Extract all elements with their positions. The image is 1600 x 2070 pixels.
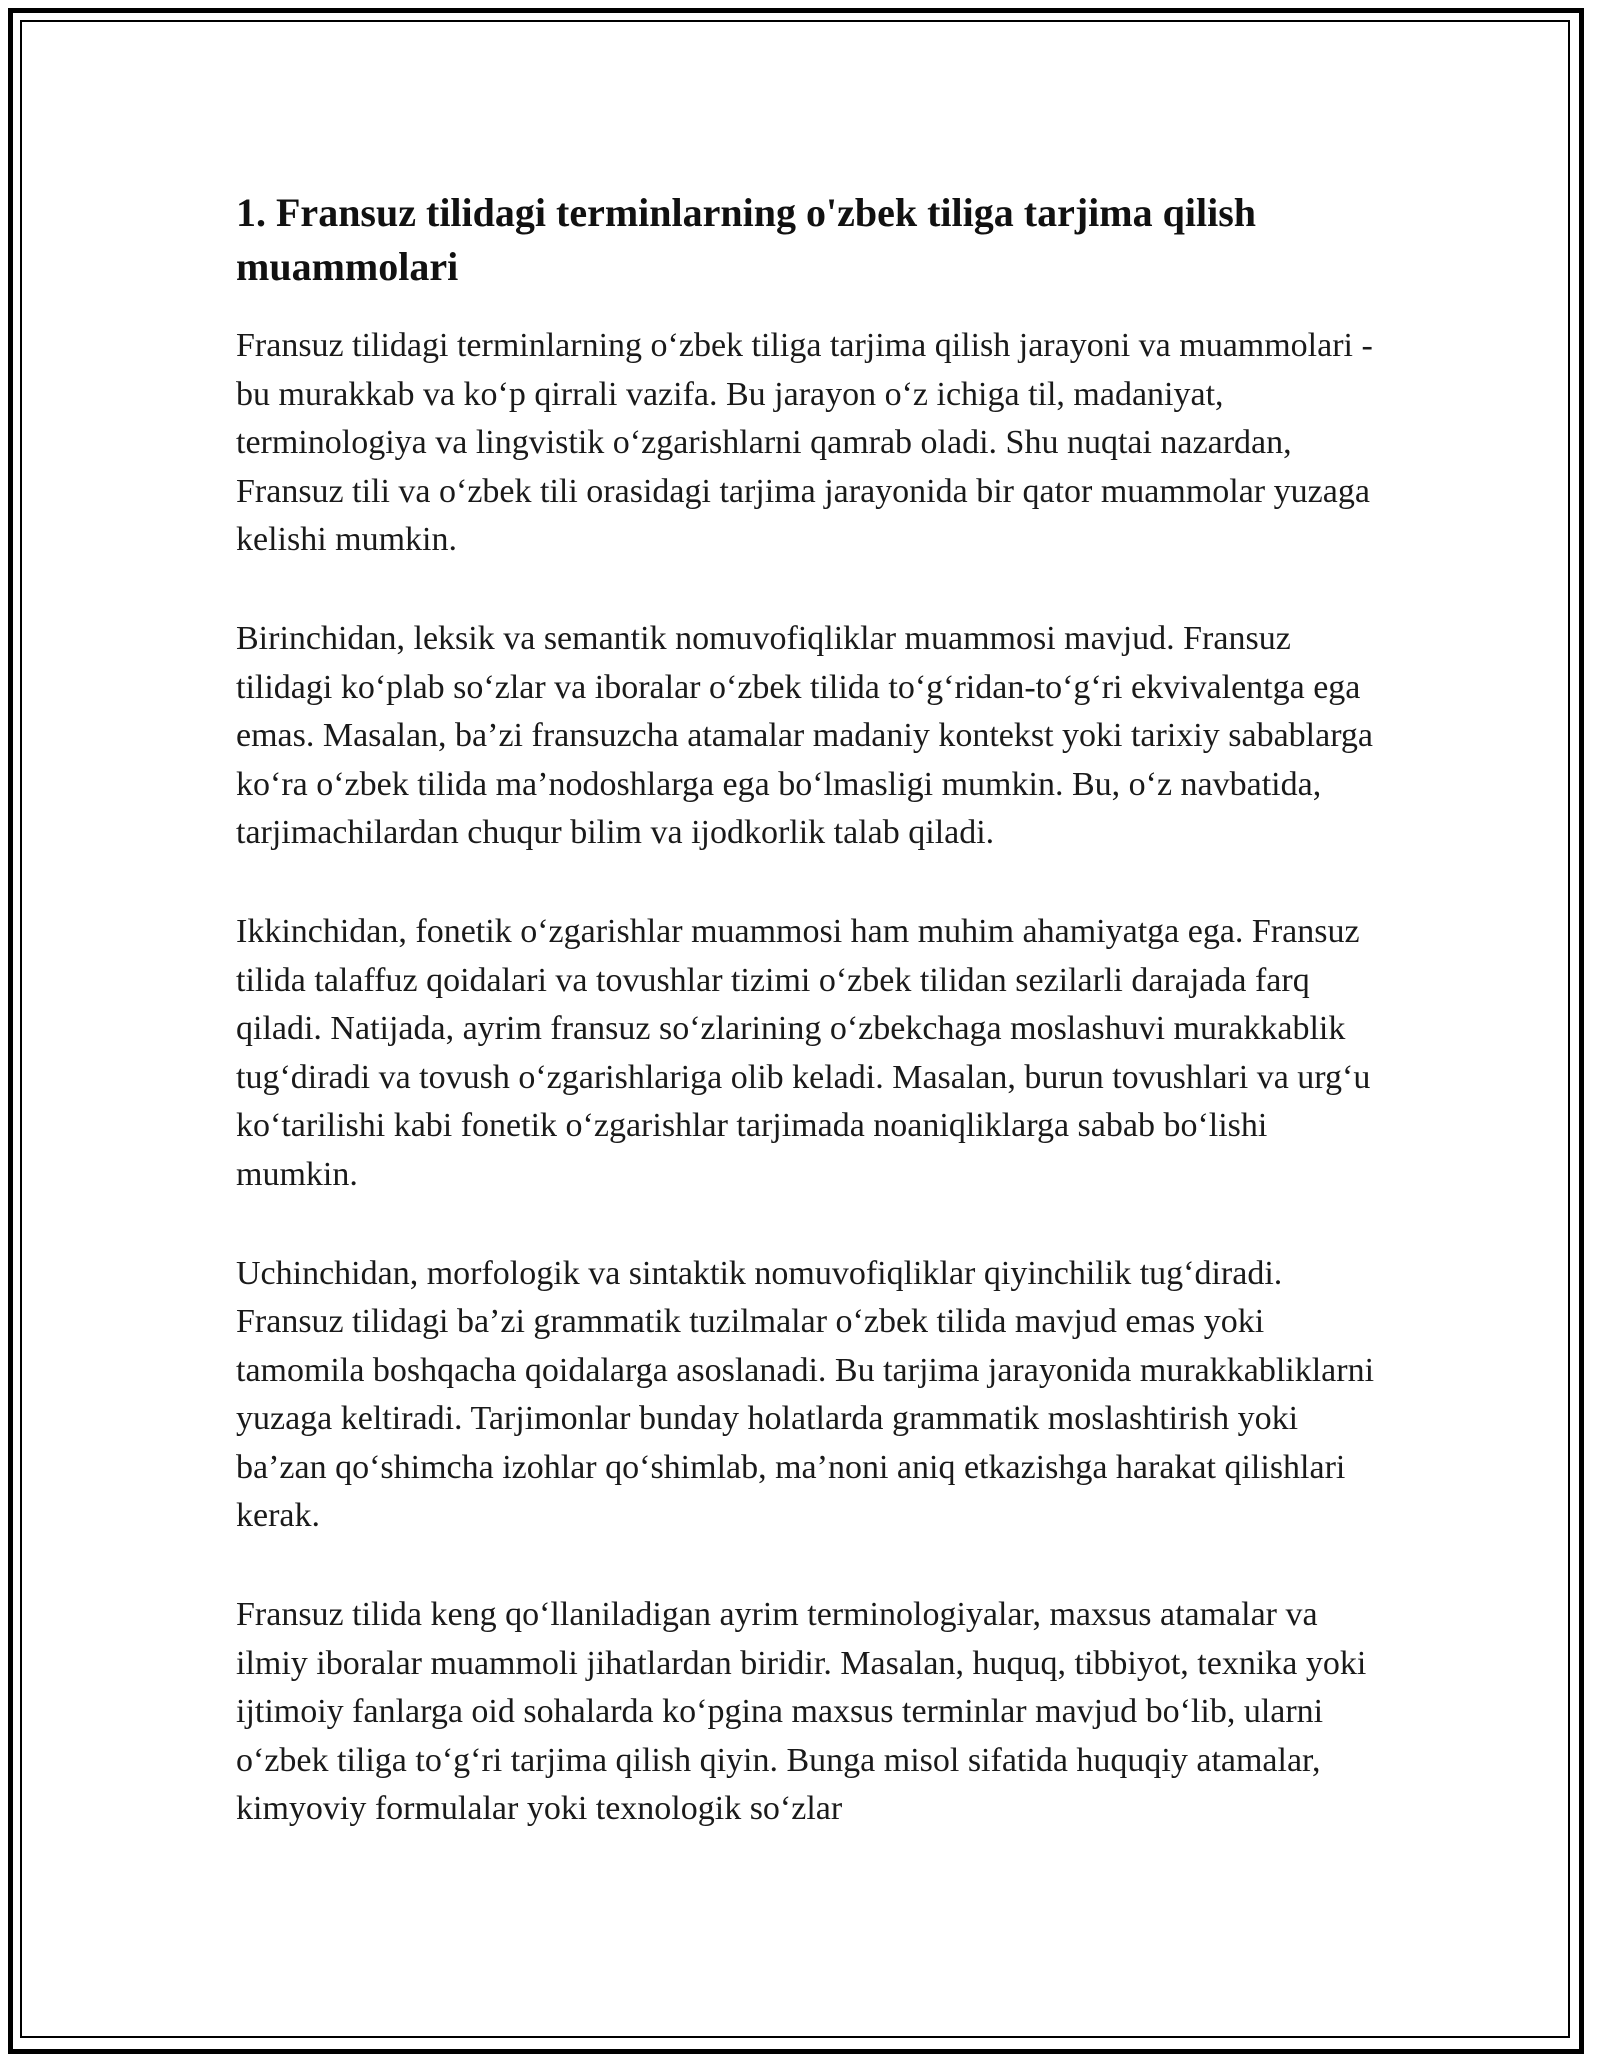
- paragraph-morphological-syntactic: Uchinchidan, morfologik va sintaktik nomuvofiqliklar qiyinchilik tug‘diradi. Fransuz tilidagi ba’zi grammatik tuzilmalar o‘zbek tilida mavjud emas yoki tamomila boshqacha qoidalarga asoslanadi. Bu tarjima jarayonida murakkabliklarni yuzaga keltiradi. Tarjimonlar bunday holatlarda grammatik moslashtirish yoki ba’zan qo‘shimcha izohlar qo‘shimlab, ma’noni aniq etkazishga harakat qilishlari kerak.: [236, 1254, 1375, 1535]
- paragraph-terminology: Fransuz tilida keng qo‘llaniladigan ayrim terminologiyalar, maxsus atamalar va ilmiy iboralar muammoli jihatlardan biridir. Masalan, huquq, tibbiyot, texnika yoki ijtimoiy fanlarga oid sohalarda ko‘pgina maxsus terminlar mavjud bo‘lib, ularni o‘zbek tiliga to‘g‘ri tarjima qilish qiyin. Bunga misol sifatida huquqiy atamalar, kimyoviy formulalar yoki texnologik so‘zlar: [236, 1596, 1367, 1828]
- paragraph-lexical-semantic: Birinchidan, leksik va semantik nomuvofiqliklar muammosi mavjud. Fransuz tilidagi ko‘plab so‘zlar va iboralar o‘zbek tilida to‘g‘ridan-to‘g‘ri ekvivalentga ega emas. Masalan, ba’zi fransuzcha atamalar madaniy kontekst yoki tarixiy sabablarga ko‘ra o‘zbek tilida ma’nodoshlarga ega bo‘lmasligi mumkin. Bu, o‘z navbatida, tarjimachilardan chuqur bilim va ijodkorlik talab qiladi.: [236, 619, 1373, 852]
- paragraph-intro: Fransuz tilidagi terminlarning o‘zbek tiliga tarjima qilish jarayoni va muammolari - bu murakkab va ko‘p qirrali vazifa. Bu jarayon o‘z ichiga til, madaniyat, terminologiya va lingvistik o‘zgarishlarni qamrab oladi. Shu nuqtai nazardan, Fransuz tili va o‘zbek tili orasidagi tarjima jarayonida bir qator muammolar yuzaga kelishi mumkin.: [236, 327, 1373, 559]
- section-title: 1. Fransuz tilidagi terminlarning o'zbek tiliga tarjima qilish muammolari: [236, 190, 1256, 289]
- document-body: [236, 186, 1376, 1834]
- paragraph-phonetic: Ikkinchidan, fonetik o‘zgarishlar muammosi ham muhim ahamiyatga ega. Fransuz tilida talaffuz qoidalari va tovushlar tizimi o‘zbek tilidan sezilarli darajada farq qiladi. Natijada, ayrim fransuz so‘zlarining o‘zbekchaga moslashuvi murakkablik tug‘diradi va tovush o‘zgarishlariga olib keladi. Masalan, burun tovushlari va urg‘u ko‘tarilishi kabi fonetik o‘zgarishlar tarjimada noaniqliklarga sabab bo‘lishi mumkin.: [236, 912, 1371, 1193]
